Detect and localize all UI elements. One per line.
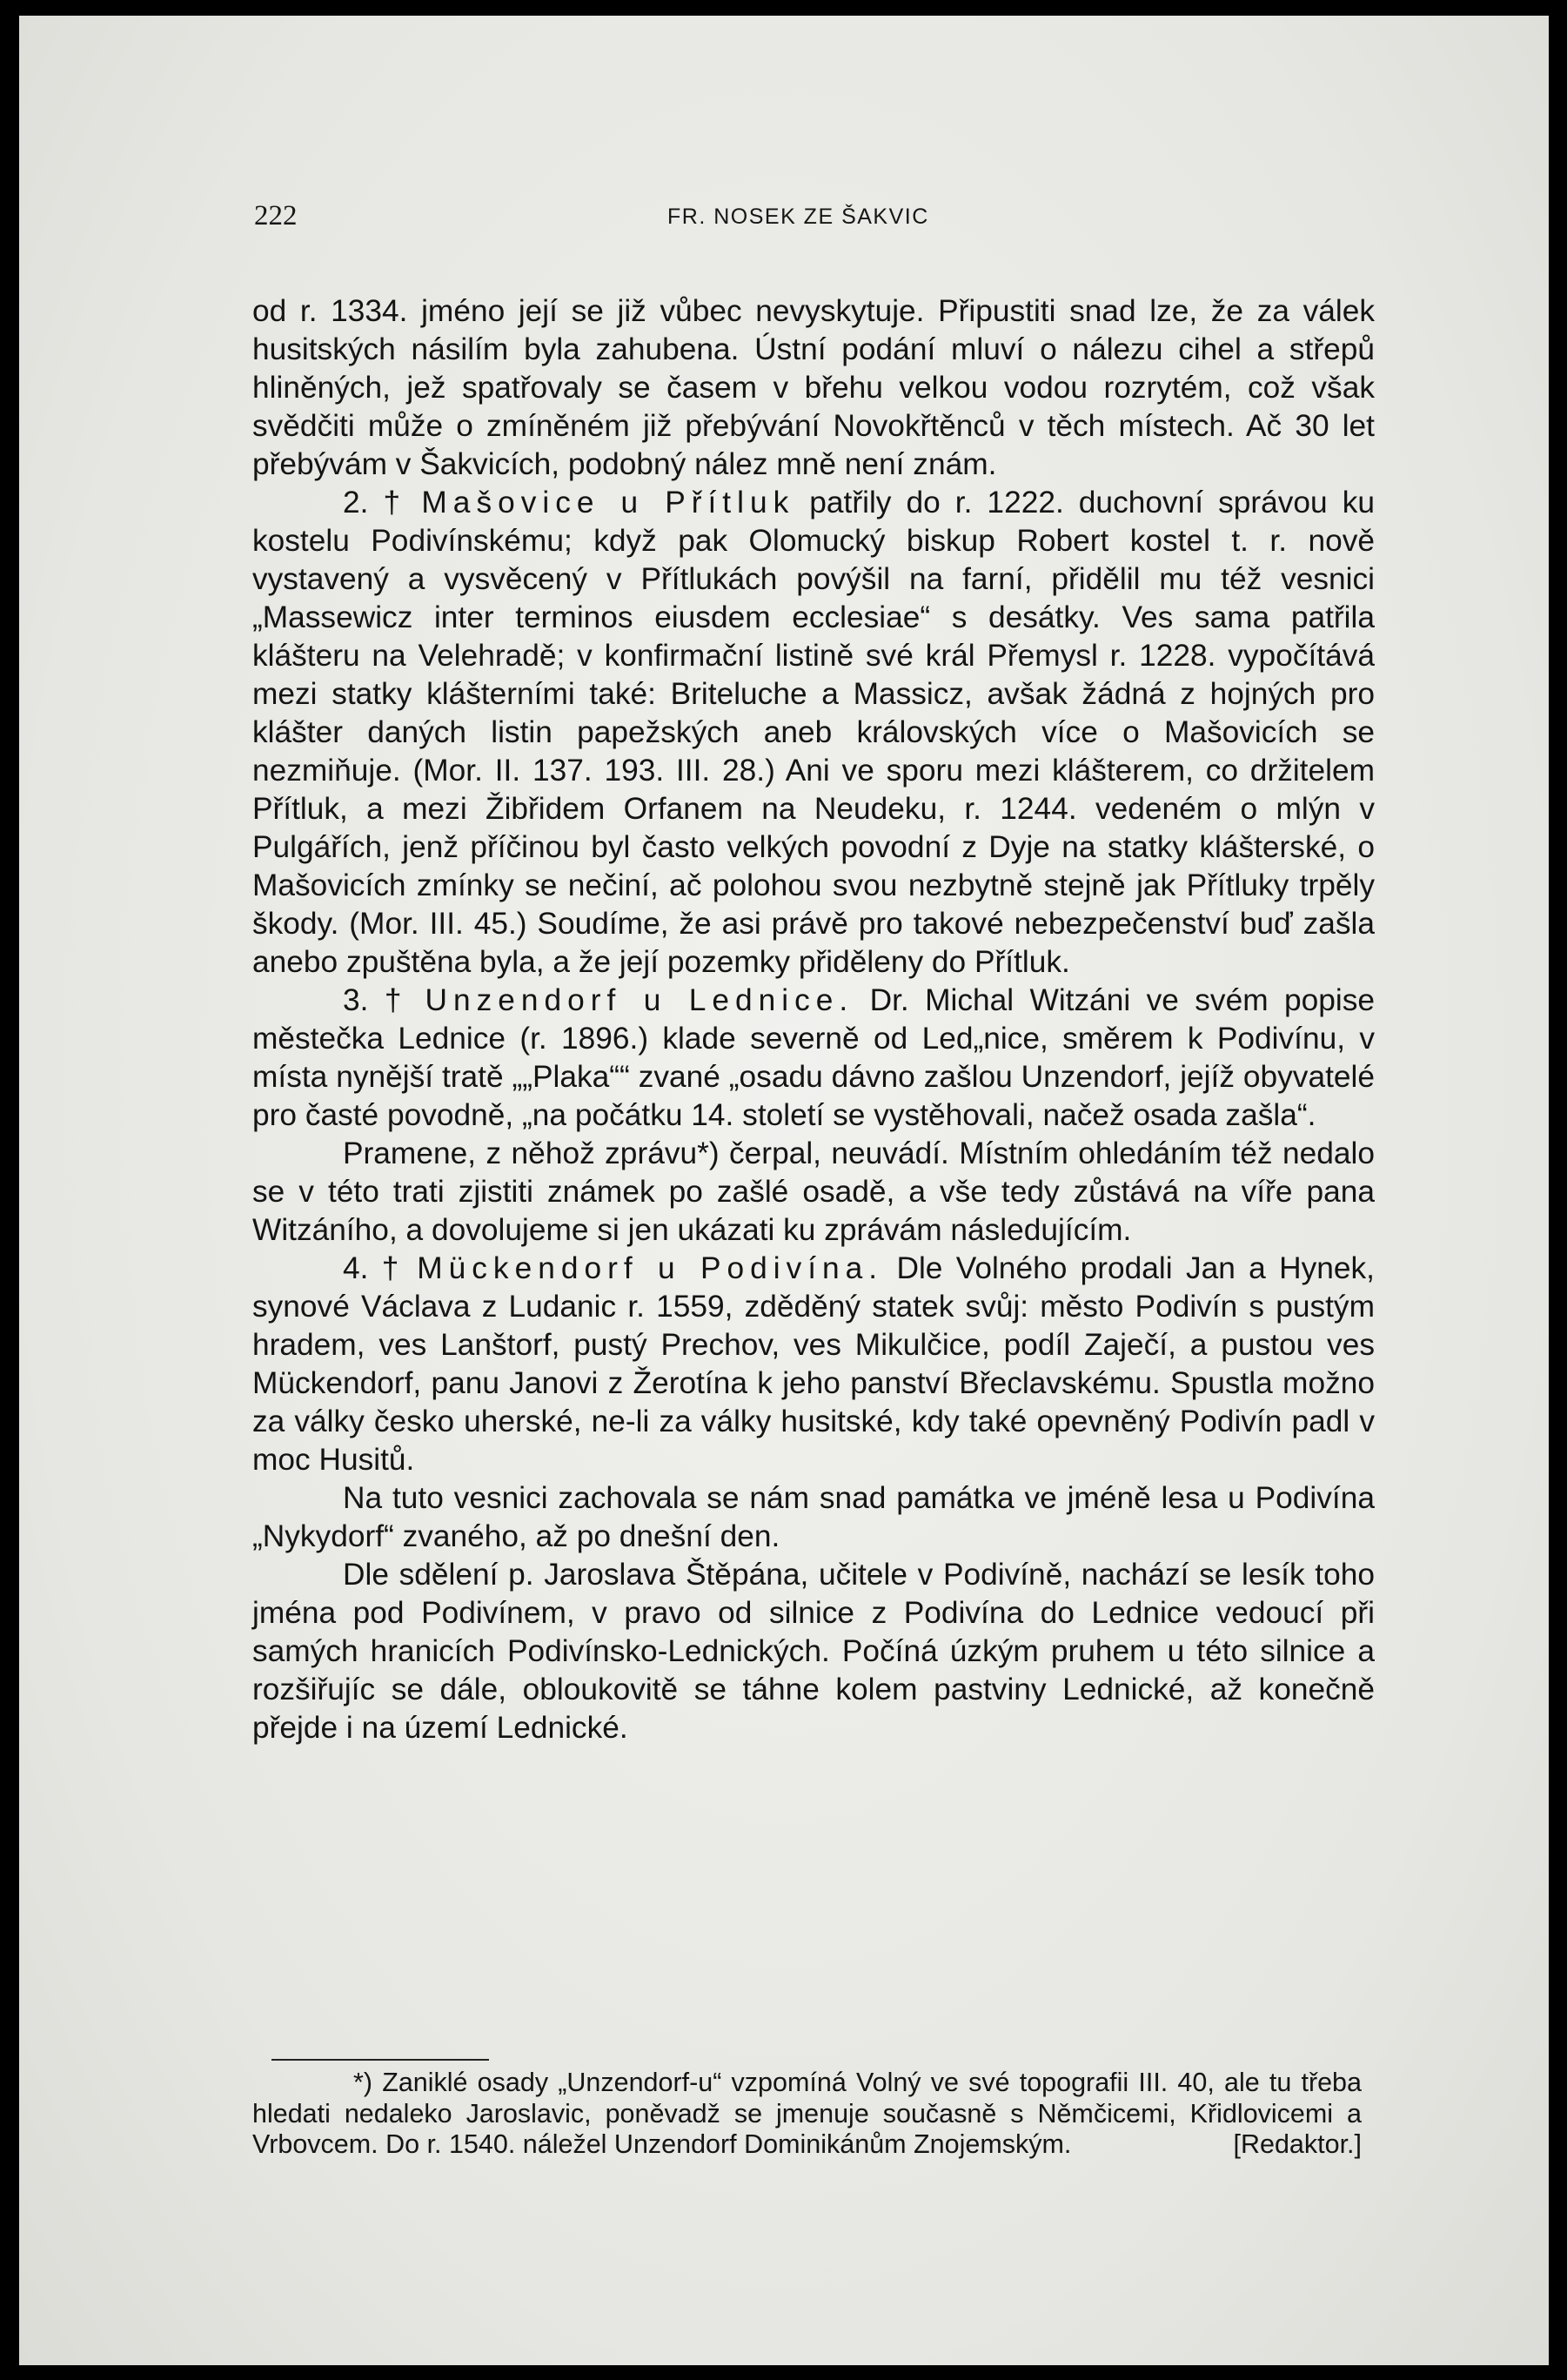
page-number: 222 — [254, 200, 298, 231]
paragraph-1: od r. 1334. jméno její se již vůbec nevyskytuje. Připustiti snad lze, že za válek husitských násilím byla zahubena. Ústní podání mluví o nálezu cihel a střepů hliněných, jež spatřovaly se časem v břehu velkou vodou rozrytém, což však svědčiti může o zmíněném již přebývání Novokřtěnců v těch místech. Ač 30 let přebývám v Šakvicích, podobný nález mně není znám. — [252, 294, 1375, 481]
paragraph-5 — [252, 1250, 1375, 1479]
section-number: 3. † — [343, 983, 410, 1017]
paragraph-6: Na tuto vesnici zachovala se nám snad památka ve jméně lesa u Podivína „Nykydorf“ zvaného, až po dnešní den. — [252, 1481, 1375, 1553]
section-title: Mašovice u Přítluk — [421, 486, 795, 520]
section-title: Unzendorf u Lednice. — [425, 983, 854, 1017]
paragraph-4: Pramene, z něhož zprávu*) čerpal, neuvádí. Místním ohledáním též nedalo se v této trati zjistiti známek po zašlé osadě, a vše tedy zůstává na víře pana Witzáního, a dovolujeme si jen ukázati ku zprávám následujícím. — [252, 1136, 1375, 1247]
footnote-text — [252, 2068, 1362, 2161]
running-head: FR. NOSEK ZE ŠAKVIC — [667, 204, 929, 229]
footnote-signature: [Redaktor.] — [1233, 2129, 1362, 2159]
paragraph-7: Dle sdělení p. Jaroslava Štěpána, učitele v Podivíně, nachází se lesík toho jména pod Podivínem, v pravo od silnice z Podivína do Lednice vedoucí při samých hranicích Podivínsko-Lednických. Počíná úzkým pruhem u této silnice a rozšiřujíc se dále, obloukovitě se táhne kolem pastviny Lednické, až konečně přejde i na území Lednické. — [252, 1558, 1375, 1745]
section-body: patřily do r. 1222. duchovní správou ku kostelu Podivínskému; když pak Olomucký biskup Robert kostel t. r. nově vystavený a vysvěcený v Přítlukách povýšil na farní, přidělil mu též vesnici „Massewicz inter terminos eiusdem ecclesiae“ s desátky. Ves sama patřila klášteru na Velehradě; v konfirmační listině své král Přemysl r. 1228. vypočítává mezi statky klášterními také: Briteluche a Massicz, avšak žádná z hojných pro klášter daných listin papežských aneb královských více o Mašovicích se nezmiňuje. (Mor. II. 137. 193. III. 28.) Ani ve sporu mezi klášterem, co držitelem Přítluk, a mezi Žibřidem Orfanem na Neudeku, r. 1244. vedeném o mlýn v Pulgářích, jenž příčinou byl často velkých povodní z Dyje na statky klášterské, o Mašovicích zmínky se nečiní, ač polohou svou nezbytně stejně jak Přítluky trpěly škody. (Mor. III. 45.) Soudíme, že asi právě pro takové nebezpečenství buď zašla anebo zpuštěna byla, a že její pozemky přiděleny do Přítluk. — [252, 486, 1375, 979]
section-title: Mückendorf u Podivína. — [417, 1251, 884, 1285]
page-header — [254, 200, 1372, 244]
paragraph-2 — [252, 484, 1375, 982]
paragraph-3 — [252, 982, 1375, 1135]
section-number: 2. † — [343, 486, 407, 520]
footnote-body: *) Zaniklé osady „Unzendorf-u“ vzpomíná Volný ve své topografii III. 40, ale tu třeba hledati nedaleko Jaroslavic, poněvadž se jmenuje současně s Němčicemi, Křidlovicemi a Vrbovcem. Do r. 1540. náležel Unzendorf Dominikánům Znojemským. — [252, 2068, 1362, 2159]
section-number: 4. † — [343, 1251, 404, 1285]
book-page — [19, 16, 1549, 2365]
section-body: Dle Volného prodali Jan a Hynek, synové Václava z Ludanic r. 1559, zděděný statek svůj: město Podivín s pustým hradem, ves Lanštorf, pustý Prechov, ves Mikulčice, podíl Zaječí, a pustou ves Mückendorf, panu Janovi z Žerotína k jeho panství Břeclavskému. Spustla možno za války česko uherské, ne-li za války husitské, kdy také opevněný Podivín padl v moc Husitů. — [252, 1251, 1375, 1477]
footnote — [252, 2068, 1362, 2161]
body-text — [252, 292, 1375, 1747]
section-body: Dr. Michal Witzáni ve svém popise městečka Lednice (r. 1896.) klade severně od Led„nice, směrem k Podivínu, v místa nynější tratě „„Plaka““ zvané „osadu dávno zašlou Unzendorf, jejíž obyvatelé pro časté povodně, „na počátku 14. století se vystěhovali, načež osada zašla“. — [252, 983, 1376, 1132]
footnote-divider — [271, 2059, 489, 2061]
